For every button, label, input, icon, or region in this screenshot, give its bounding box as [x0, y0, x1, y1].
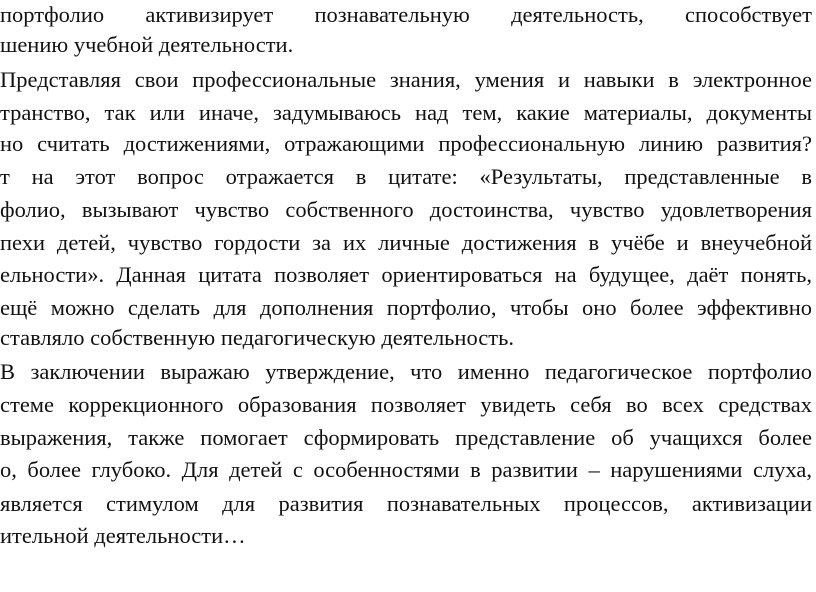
paragraph-line: В заключении выражаю утверждение, что именно педагогическое портфолио [0, 359, 812, 384]
paragraph-line: фолио, вызывают чувство собственного достоинства, чувство удовлетворения [0, 197, 812, 222]
paragraph-line: Представляя свои профессиональные знания, умения и навыки в электронное [0, 67, 812, 92]
paragraph-line: ительной деятельности… [0, 523, 246, 548]
paragraph-line: стеме коррекционного образования позволяет увидеть себя во всех средствах [0, 392, 812, 417]
paragraph-line: но считать достижениями, отражающими профессиональную линию развития? [0, 131, 812, 156]
paragraph-line: является стимулом для развития познавательных процессов, активизации [0, 491, 812, 516]
paragraph-line: шению учебной деятельности. [0, 32, 294, 57]
paragraph-line: о, более глубоко. Для детей с особенностями в развитии – нарушениями слуха, [0, 457, 812, 482]
paragraph-line: т на этот вопрос отражается в цитате: «Результаты, представленные в [0, 164, 812, 189]
paragraph-line: ельности». Данная цитата позволяет ориентироваться на будущее, даёт понять, [0, 262, 812, 287]
paragraph-line: выражения, также помогает сформировать представление об учащихся более [0, 425, 812, 450]
paragraph-line: портфолио активизирует познавательную деятельность, способствует [0, 2, 812, 27]
paragraph-line: ещё можно сделать для дополнения портфолио, чтобы оно более эффективно [0, 295, 812, 320]
paragraph-line: пехи детей, чувство гордости за их личные достижения в учёбе и внеучебной [0, 230, 812, 255]
paragraph-line: ставляло собственную педагогическую деятельность. [0, 325, 514, 350]
paragraph-line: транство, так или иначе, задумываюсь над тем, какие материалы, документы [0, 100, 812, 125]
